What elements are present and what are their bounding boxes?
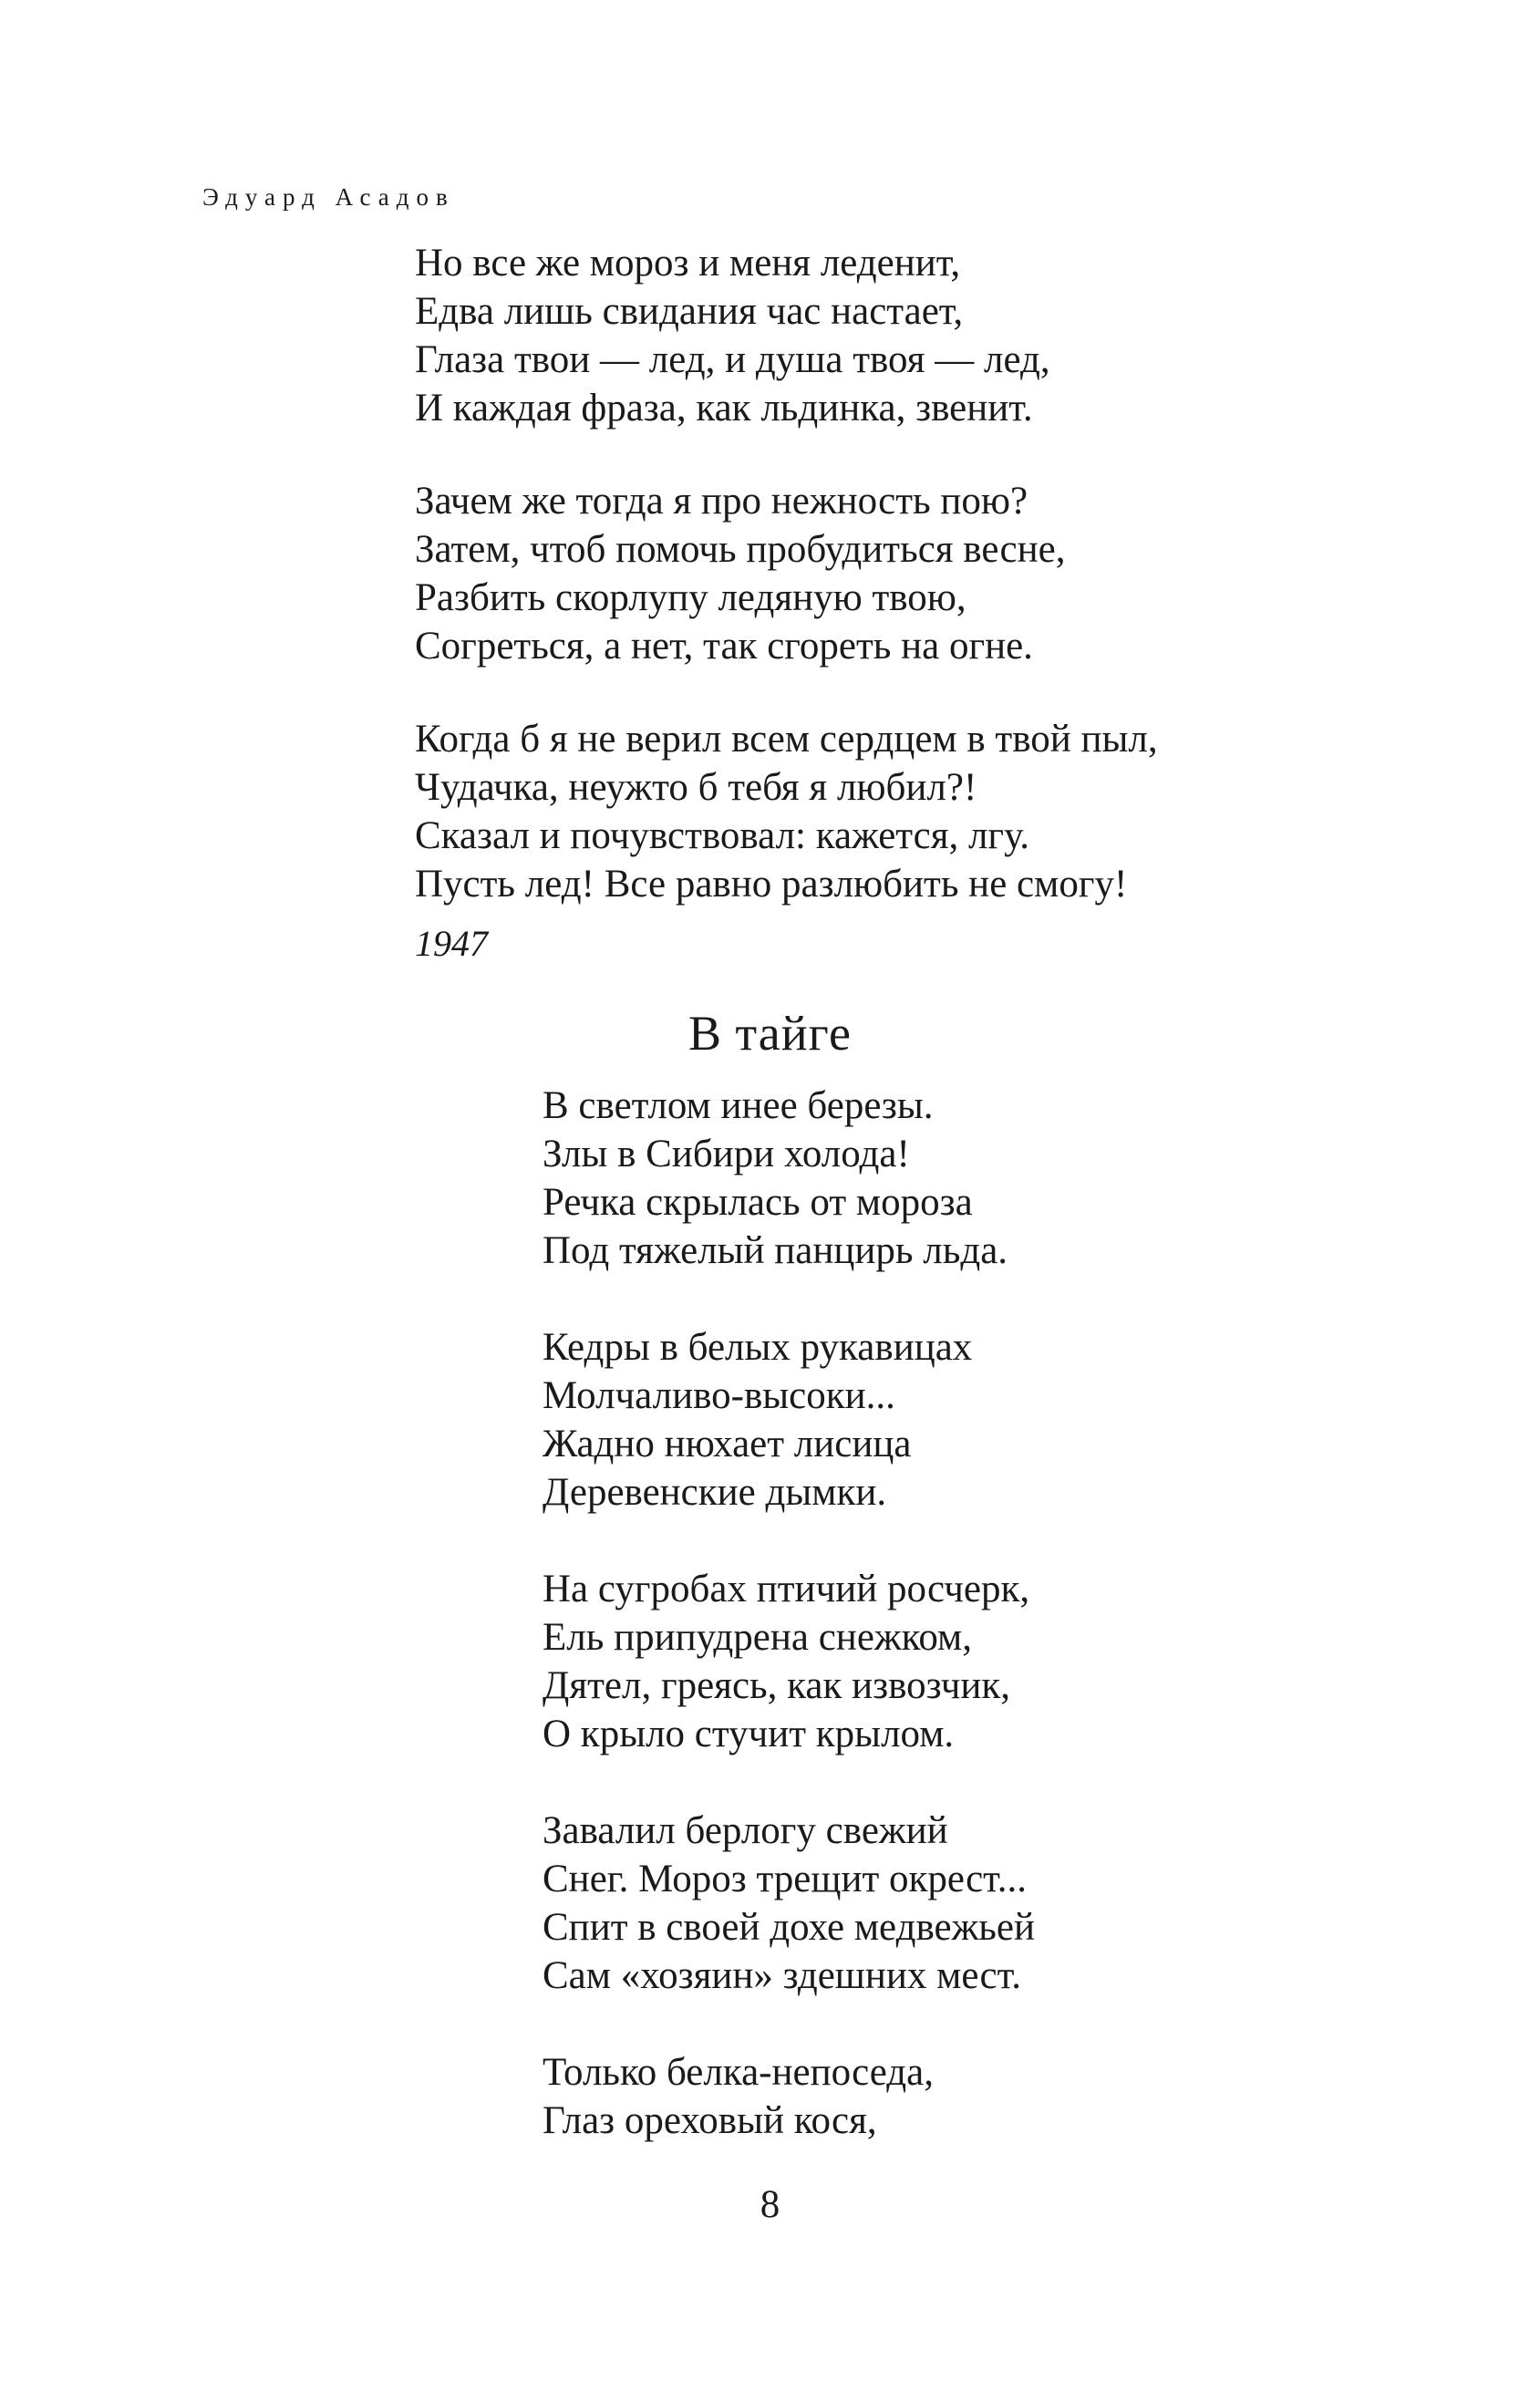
verse-line: Только белка-непоседа,	[543, 2051, 935, 2094]
page-number: 8	[760, 2183, 780, 2226]
poem-continued	[415, 239, 1158, 908]
verse-line: Чудачка, неужто б тебя я любил?!	[415, 766, 977, 809]
stanza	[543, 2048, 1035, 2145]
verse-line: Согреться, а нет, так сгореть на огне.	[415, 625, 1033, 668]
verse-line: Снег. Мороз трещит окрест...	[543, 1858, 1027, 1900]
verse-line: Пусть лед! Все равно разлюбить не смогу!	[415, 863, 1128, 906]
verse-line: Речка скрылась от мороза	[543, 1181, 973, 1224]
verse-line: Разбить скорлупу ледяную твою,	[415, 576, 966, 619]
verse-line: Кедры в белых рукавицах	[543, 1326, 973, 1369]
stanza	[543, 1082, 1035, 1275]
stanza	[415, 477, 1158, 670]
stanza	[415, 715, 1158, 908]
stanza	[543, 1807, 1035, 2000]
verse-line: И каждая фраза, как льдинка, звенит.	[415, 387, 1033, 430]
verse-line: Глаз ореховый кося,	[543, 2099, 877, 2142]
verse-line: Жадно нюхает лисица	[543, 1423, 912, 1465]
verse-line: Завалил берлогу свежий	[543, 1809, 948, 1852]
verse-line: Зачем же тогда я про нежность пою?	[415, 480, 1028, 523]
poem-date: 1947	[415, 923, 488, 964]
stanza	[543, 1565, 1035, 1758]
poem-title: В тайге	[687, 1006, 853, 1061]
verse-line: О крыло стучит крылом.	[543, 1713, 955, 1755]
verse-line: Затем, чтоб помочь пробудиться весне,	[415, 528, 1066, 571]
verse-line: Дятел, греясь, как извозчик,	[543, 1664, 1011, 1707]
verse-line: В светлом инее березы.	[543, 1084, 934, 1127]
verse-line: Сказал и почувствовал: кажется, лгу.	[415, 814, 1030, 857]
verse-line: Под тяжелый панцирь льда.	[543, 1229, 1008, 1272]
stanza	[543, 1323, 1035, 1517]
verse-line: Но все же мороз и меня леденит,	[415, 242, 961, 285]
verse-line: Молчаливо-высоки...	[543, 1374, 895, 1417]
stanza	[415, 239, 1158, 432]
verse-line: Злы в Сибири холода!	[543, 1133, 910, 1175]
poem	[543, 1082, 1035, 2145]
verse-line: Ель припудрена снежком,	[543, 1616, 972, 1659]
verse-line: Деревенские дымки.	[543, 1471, 887, 1514]
verse-line: Едва лишь свидания час настает,	[415, 290, 964, 333]
verse-line: Сам «хозяин» здешних мест.	[543, 1954, 1021, 1997]
verse-line: На сугробах птичий росчерк,	[543, 1568, 1030, 1610]
verse-line: Когда б я не верил всем сердцем в твой пыл,	[415, 718, 1158, 761]
verse-line: Спит в своей дохе медвежьей	[543, 1906, 1035, 1949]
running-head: Эдуард Асадов	[202, 183, 455, 211]
verse-line: Глаза твои — лед, и душа твоя — лед,	[415, 338, 1050, 381]
